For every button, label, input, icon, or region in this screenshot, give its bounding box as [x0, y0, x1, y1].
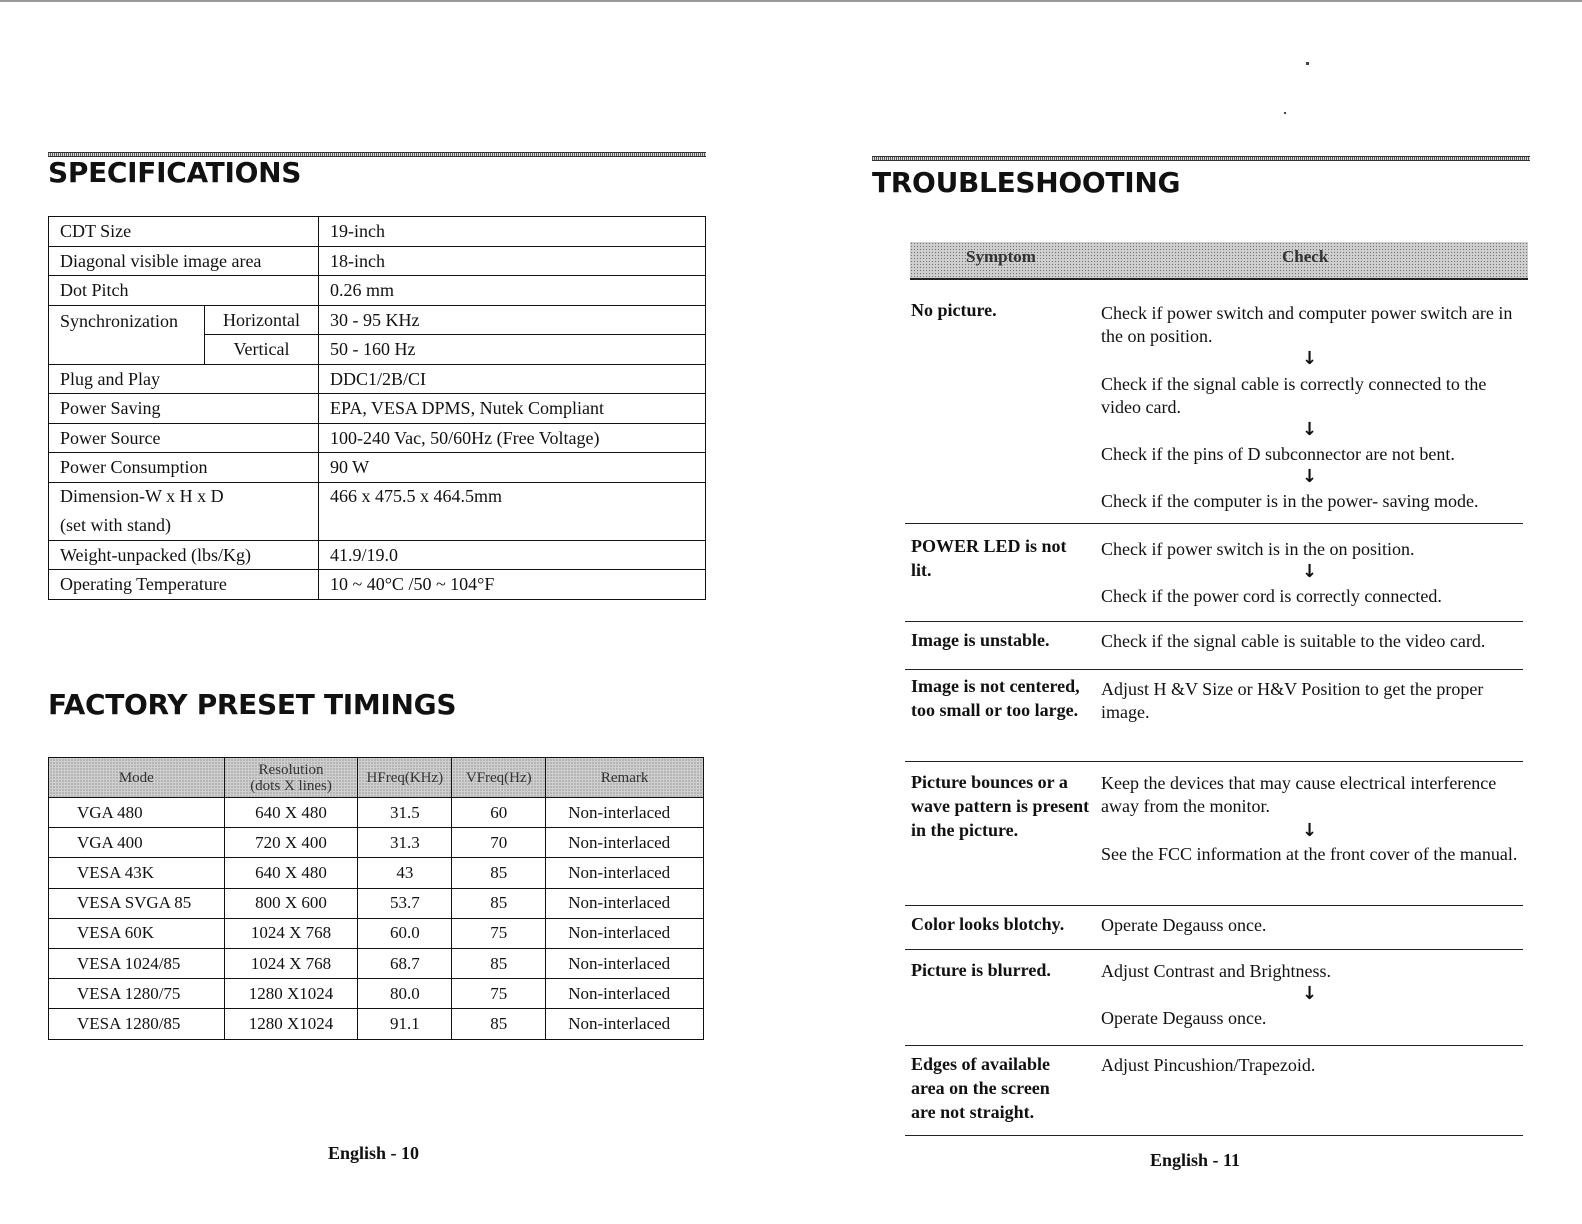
timing-hfreq: 60.0: [358, 918, 452, 948]
troubleshooting-row: [905, 1052, 1523, 1136]
troubleshooting-row: [905, 958, 1523, 1046]
spec-value: 18-inch: [319, 246, 706, 276]
timing-mode: VESA 60K: [49, 918, 225, 948]
troubleshooting-header-check: Check: [1282, 247, 1329, 266]
spec-row: [49, 540, 706, 570]
timing-mode: VESA 1024/85: [49, 948, 225, 978]
timing-mode: VGA 480: [49, 798, 225, 828]
timing-remark: Non-interlaced: [546, 979, 704, 1009]
timing-remark: Non-interlaced: [546, 798, 704, 828]
symptom-text: No picture.: [911, 300, 997, 320]
spec-label: Power Saving: [49, 394, 319, 424]
table-row: [49, 1009, 704, 1039]
check-text: Keep the devices that may cause electrical interference away from the monitor.: [1101, 773, 1497, 816]
scan-speck: [1306, 62, 1309, 65]
symptom-text: POWER LED is not lit.: [911, 536, 1067, 580]
timings-title: FACTORY PRESET TIMINGS: [48, 688, 457, 721]
timing-resolution: 1024 X 768: [224, 948, 358, 978]
symptom-text: Image is not centered, too small or too large.: [911, 676, 1080, 720]
timing-resolution: 640 X 480: [224, 798, 358, 828]
table-row: [49, 858, 704, 888]
down-arrow-icon: ↓: [1302, 820, 1318, 841]
spec-label: Power Source: [49, 423, 319, 453]
spec-value: 30 - 95 KHz: [319, 305, 706, 335]
timings-table: [48, 757, 704, 1040]
troubleshooting-row: [905, 534, 1523, 622]
check-text: Operate Degauss once.: [1101, 1008, 1267, 1028]
page-number-left: English - 10: [328, 1143, 420, 1163]
timing-vfreq: 75: [452, 979, 546, 1009]
down-arrow-icon: ↓: [1302, 466, 1318, 487]
spec-row: [49, 394, 706, 424]
page-number-right: English - 11: [1150, 1150, 1241, 1170]
timing-hfreq: 31.3: [358, 828, 452, 858]
spec-row: [49, 246, 706, 276]
spec-label: Plug and Play: [49, 364, 319, 394]
spec-label: Synchronization: [49, 305, 205, 364]
specifications-table: [48, 216, 706, 600]
spec-value: 90 W: [319, 453, 706, 483]
spec-row: [49, 423, 706, 453]
timings-header-vfreq: VFreq(Hz): [452, 758, 546, 798]
timings-header-hfreq: HFreq(KHz): [358, 758, 452, 798]
table-row: [49, 918, 704, 948]
spec-label-line: (set with stand): [60, 514, 171, 535]
timing-mode: VESA 1280/85: [49, 1009, 225, 1039]
troubleshooting-row: [905, 770, 1523, 906]
timing-vfreq: 75: [452, 918, 546, 948]
troubleshooting-table-header: [910, 242, 1528, 280]
timing-resolution: 720 X 400: [224, 828, 358, 858]
spec-label: Dot Pitch: [49, 276, 319, 306]
check-text: Check if power switch is in the on position.: [1101, 539, 1415, 559]
timing-mode: VESA 1280/75: [49, 979, 225, 1009]
check-text: Check if the computer is in the power- saving mode.: [1101, 491, 1479, 511]
down-arrow-icon: ↓: [1302, 419, 1318, 440]
spec-sublabel: Horizontal: [205, 305, 319, 335]
timing-remark: Non-interlaced: [546, 888, 704, 918]
spec-label: CDT Size: [49, 217, 319, 247]
spec-value: 0.26 mm: [319, 276, 706, 306]
symptom-text: Color looks blotchy.: [911, 914, 1065, 934]
troubleshooting-row: [905, 298, 1523, 524]
table-row: [49, 979, 704, 1009]
timings-header-resolution-line: (dots X lines): [250, 777, 332, 794]
spec-label: [49, 482, 319, 540]
timings-header-mode: Mode: [49, 758, 225, 798]
timing-mode: VESA 43K: [49, 858, 225, 888]
troubleshooting-row: [905, 628, 1523, 670]
spec-value: 100-240 Vac, 50/60Hz (Free Voltage): [319, 423, 706, 453]
table-row: [49, 828, 704, 858]
spec-row: [49, 276, 706, 306]
timing-hfreq: 68.7: [358, 948, 452, 978]
timing-hfreq: 91.1: [358, 1009, 452, 1039]
timing-vfreq: 70: [452, 828, 546, 858]
spec-row: [49, 364, 706, 394]
down-arrow-icon: ↓: [1302, 348, 1318, 369]
spec-row: [49, 453, 706, 483]
timings-header-resolution-line: Resolution: [258, 761, 324, 778]
check-text: Check if the pins of D subconnector are not bent.: [1101, 444, 1455, 464]
spec-value: DDC1/2B/CI: [319, 364, 706, 394]
symptom-text: Picture is blurred.: [911, 960, 1051, 980]
left-page: [0, 0, 760, 1224]
check-text: Check if the signal cable is suitable to the video card.: [1101, 631, 1486, 651]
timing-vfreq: 85: [452, 888, 546, 918]
specifications-title: SPECIFICATIONS: [48, 156, 302, 189]
timing-mode: VESA SVGA 85: [49, 888, 225, 918]
check-text: Adjust Pincushion/Trapezoid.: [1101, 1055, 1316, 1075]
troubleshooting-header-symptom: Symptom: [966, 247, 1036, 266]
check-text: Check if the signal cable is correctly connected to the video card.: [1101, 374, 1487, 417]
symptom-text: Picture bounces or a wave pattern is present in the picture.: [911, 772, 1090, 840]
spec-value: 19-inch: [319, 217, 706, 247]
timing-mode: VGA 400: [49, 828, 225, 858]
troubleshooting-row: [905, 912, 1523, 950]
timing-remark: Non-interlaced: [546, 1009, 704, 1039]
spec-row: [49, 570, 706, 600]
check-text: Check if the power cord is correctly connected.: [1101, 586, 1442, 606]
scan-speck: [1284, 112, 1286, 114]
spec-value: 50 - 160 Hz: [319, 335, 706, 365]
symptom-text: Image is unstable.: [911, 630, 1050, 650]
timings-header-row: [49, 758, 704, 798]
spec-label: Weight-unpacked (lbs/Kg): [49, 540, 319, 570]
timing-remark: Non-interlaced: [546, 918, 704, 948]
check-text: Operate Degauss once.: [1101, 915, 1267, 935]
spec-value: 41.9/19.0: [319, 540, 706, 570]
spec-value: EPA, VESA DPMS, Nutek Compliant: [319, 394, 706, 424]
timing-remark: Non-interlaced: [546, 858, 704, 888]
timing-vfreq: 85: [452, 1009, 546, 1039]
spec-label-line: Dimension-W x H x D: [60, 485, 224, 506]
check-text: Adjust H &V Size or H&V Position to get the proper image.: [1101, 679, 1484, 722]
spec-label: Operating Temperature: [49, 570, 319, 600]
table-row: [49, 948, 704, 978]
timing-hfreq: 43: [358, 858, 452, 888]
table-row: [49, 888, 704, 918]
troubleshooting-row: [905, 674, 1523, 762]
down-arrow-icon: ↓: [1302, 983, 1318, 1004]
troubleshooting-header-rule: [872, 156, 1530, 161]
symptom-text: Edges of available area on the screen are not straight.: [911, 1054, 1051, 1122]
spec-value: 10 ~ 40°C /50 ~ 104°F: [319, 570, 706, 600]
timing-resolution: 800 X 600: [224, 888, 358, 918]
spec-sublabel: Vertical: [205, 335, 319, 365]
spec-label: Diagonal visible image area: [49, 246, 319, 276]
check-text: Check if power switch and computer power switch are in the on position.: [1101, 303, 1513, 346]
timing-hfreq: 80.0: [358, 979, 452, 1009]
timing-vfreq: 85: [452, 858, 546, 888]
timing-remark: Non-interlaced: [546, 828, 704, 858]
table-row: [49, 798, 704, 828]
spec-row: [49, 305, 706, 335]
down-arrow-icon: ↓: [1302, 561, 1318, 582]
timings-header-resolution: [224, 758, 358, 798]
timing-hfreq: 31.5: [358, 798, 452, 828]
timing-resolution: 1280 X1024: [224, 979, 358, 1009]
timing-vfreq: 85: [452, 948, 546, 978]
check-text: See the FCC information at the front cover of the manual.: [1101, 844, 1518, 864]
timing-hfreq: 53.7: [358, 888, 452, 918]
timing-resolution: 1024 X 768: [224, 918, 358, 948]
timings-header-remark: Remark: [546, 758, 704, 798]
spec-value: 466 x 475.5 x 464.5mm: [319, 482, 706, 540]
timing-resolution: 640 X 480: [224, 858, 358, 888]
timing-resolution: 1280 X1024: [224, 1009, 358, 1039]
spec-row: [49, 482, 706, 540]
timing-remark: Non-interlaced: [546, 948, 704, 978]
troubleshooting-title: TROUBLESHOOTING: [872, 166, 1181, 199]
spec-label: Power Consumption: [49, 453, 319, 483]
check-text: Adjust Contrast and Brightness.: [1101, 961, 1331, 981]
timing-vfreq: 60: [452, 798, 546, 828]
spec-row: [49, 217, 706, 247]
